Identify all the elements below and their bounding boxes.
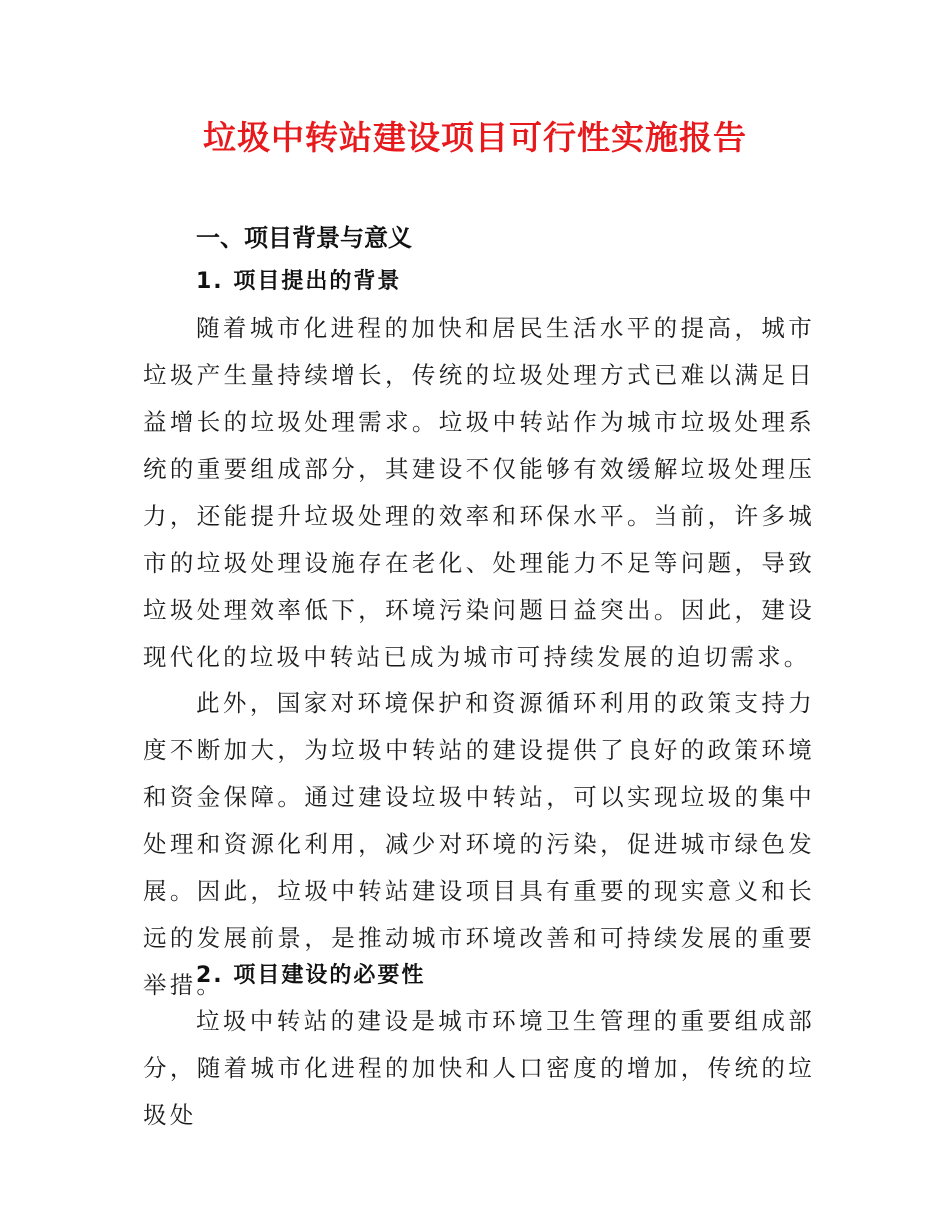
paragraph: 此外，国家对环境保护和资源循环利用的政策支持力度不断加大，为垃圾中转站的建设提供了良好的政策环境和资金保障。通过建设垃圾中转站，可以实现垃圾的集中处理和资源化利用，减少对环境的污染，促进城市绿色发展。因此，垃圾中转站建设项目具有重要的现实意义和长远的发展前景，是推动城市环境改善和可持续发展的重要举措。 <box>143 689 815 999</box>
section-heading-background-significance: 一、项目背景与意义 <box>196 224 412 252</box>
paragraph: 随着城市化进程的加快和居民生活水平的提高，城市垃圾产生量持续增长，传统的垃圾处理方式已难以满足日益增长的垃圾处理需求。垃圾中转站作为城市垃圾处理系统的重要组成部分，其建设不仅能够有效缓解垃圾处理压力，还能提升垃圾处理的效率和环保水平。当前，许多城市的垃圾处理设施存在老化、处理能力不足等问题，导致垃圾处理效率低下，环境污染问题日益突出。因此，建设现代化的垃圾中转站已成为城市可持续发展的迫切需求。 <box>143 314 815 671</box>
subsection-heading-necessity: 2. 项目建设的必要性 <box>196 963 426 988</box>
document-title: 垃圾中转站建设项目可行性实施报告 <box>203 118 747 157</box>
subsection-heading-background: 1. 项目提出的背景 <box>196 269 402 294</box>
paragraph: 垃圾中转站的建设是城市环境卫生管理的重要组成部分，随着城市化进程的加快和人口密度的增加，传统的垃圾处 <box>143 1007 815 1129</box>
